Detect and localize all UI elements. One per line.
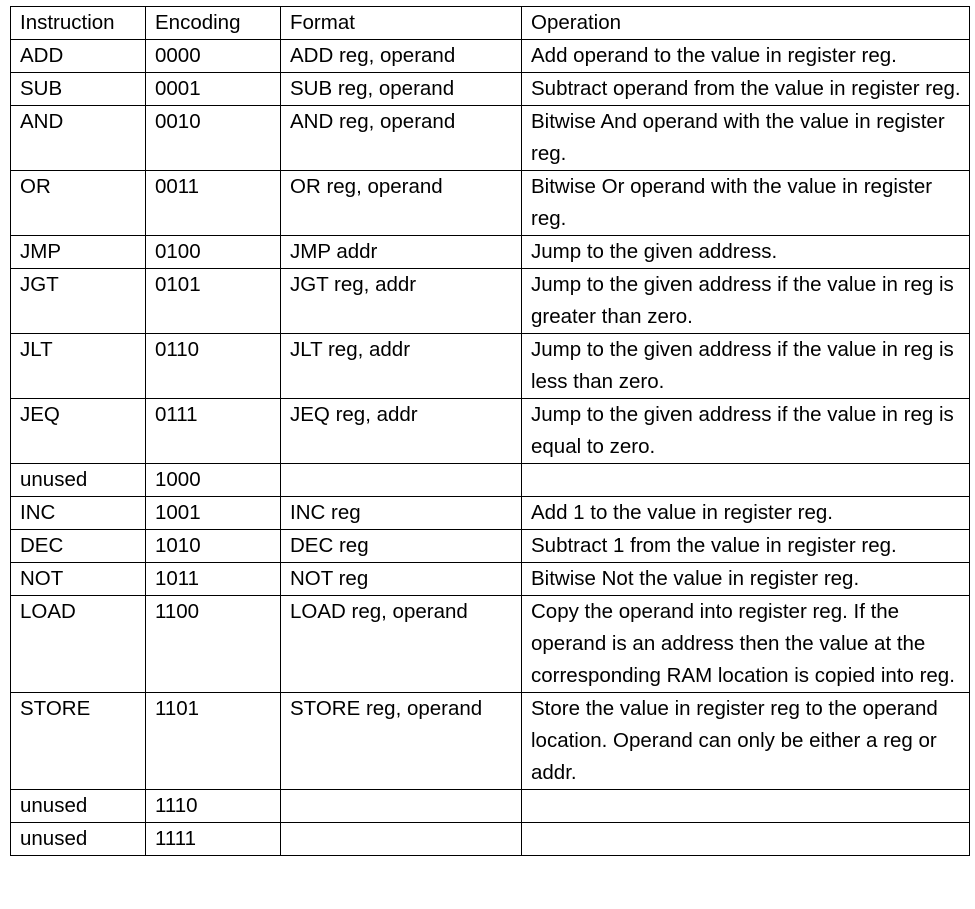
cell-operation: Jump to the given address if the value in reg is greater than zero.	[522, 269, 970, 334]
cell-format: AND reg, operand	[281, 106, 522, 171]
cell-encoding: 0000	[146, 40, 281, 73]
cell-encoding: 1001	[146, 497, 281, 530]
cell-format: LOAD reg, operand	[281, 596, 522, 693]
cell-format: NOT reg	[281, 563, 522, 596]
cell-instruction: JLT	[11, 334, 146, 399]
cell-format: ADD reg, operand	[281, 40, 522, 73]
cell-format: SUB reg, operand	[281, 73, 522, 106]
table-row	[11, 269, 970, 334]
header-encoding: Encoding	[146, 7, 281, 40]
cell-operation	[522, 790, 970, 823]
cell-operation: Store the value in register reg to the operand location. Operand can only be either a reg or addr.	[522, 693, 970, 790]
cell-encoding: 1100	[146, 596, 281, 693]
cell-instruction: ADD	[11, 40, 146, 73]
cell-format: JGT reg, addr	[281, 269, 522, 334]
table-body	[11, 40, 970, 856]
table-row	[11, 563, 970, 596]
table-row	[11, 497, 970, 530]
cell-operation: Jump to the given address if the value in reg is less than zero.	[522, 334, 970, 399]
header-instruction: Instruction	[11, 7, 146, 40]
table-header-row	[11, 7, 970, 40]
cell-instruction: DEC	[11, 530, 146, 563]
cell-encoding: 0110	[146, 334, 281, 399]
cell-instruction: JEQ	[11, 399, 146, 464]
cell-operation: Bitwise Or operand with the value in register reg.	[522, 171, 970, 236]
cell-encoding: 1000	[146, 464, 281, 497]
cell-instruction: JMP	[11, 236, 146, 269]
cell-encoding: 1011	[146, 563, 281, 596]
header-format: Format	[281, 7, 522, 40]
table-row	[11, 530, 970, 563]
cell-instruction: STORE	[11, 693, 146, 790]
cell-encoding: 1110	[146, 790, 281, 823]
cell-instruction: LOAD	[11, 596, 146, 693]
cell-encoding: 1010	[146, 530, 281, 563]
cell-operation: Add 1 to the value in register reg.	[522, 497, 970, 530]
table-row	[11, 106, 970, 171]
cell-encoding: 0111	[146, 399, 281, 464]
cell-instruction: unused	[11, 823, 146, 856]
cell-instruction: AND	[11, 106, 146, 171]
cell-operation: Copy the operand into register reg. If the operand is an address then the value at the corresponding RAM location is copied into reg.	[522, 596, 970, 693]
cell-format: JMP addr	[281, 236, 522, 269]
table-row	[11, 334, 970, 399]
cell-encoding: 0011	[146, 171, 281, 236]
cell-format: STORE reg, operand	[281, 693, 522, 790]
cell-instruction: INC	[11, 497, 146, 530]
table-row	[11, 823, 970, 856]
cell-format: INC reg	[281, 497, 522, 530]
cell-format	[281, 823, 522, 856]
cell-format	[281, 790, 522, 823]
cell-operation: Bitwise Not the value in register reg.	[522, 563, 970, 596]
header-operation: Operation	[522, 7, 970, 40]
cell-encoding: 0101	[146, 269, 281, 334]
cell-format: JLT reg, addr	[281, 334, 522, 399]
table-row	[11, 790, 970, 823]
cell-encoding: 0010	[146, 106, 281, 171]
cell-operation: Add operand to the value in register reg.	[522, 40, 970, 73]
cell-encoding: 1101	[146, 693, 281, 790]
cell-operation: Jump to the given address.	[522, 236, 970, 269]
cell-encoding: 0001	[146, 73, 281, 106]
cell-instruction: SUB	[11, 73, 146, 106]
cell-instruction: unused	[11, 464, 146, 497]
cell-instruction: OR	[11, 171, 146, 236]
table-row	[11, 399, 970, 464]
table-row	[11, 464, 970, 497]
cell-operation	[522, 823, 970, 856]
table-row	[11, 40, 970, 73]
cell-encoding: 1111	[146, 823, 281, 856]
cell-operation: Subtract 1 from the value in register reg.	[522, 530, 970, 563]
table-row	[11, 596, 970, 693]
table-row	[11, 693, 970, 790]
cell-instruction: NOT	[11, 563, 146, 596]
cell-format	[281, 464, 522, 497]
cell-operation	[522, 464, 970, 497]
cell-operation: Jump to the given address if the value in reg is equal to zero.	[522, 399, 970, 464]
cell-format: DEC reg	[281, 530, 522, 563]
cell-format: OR reg, operand	[281, 171, 522, 236]
table-row	[11, 73, 970, 106]
cell-encoding: 0100	[146, 236, 281, 269]
cell-operation: Subtract operand from the value in register reg.	[522, 73, 970, 106]
cell-instruction: unused	[11, 790, 146, 823]
table-row	[11, 236, 970, 269]
cell-format: JEQ reg, addr	[281, 399, 522, 464]
cell-operation: Bitwise And operand with the value in register reg.	[522, 106, 970, 171]
instruction-table	[10, 6, 970, 856]
table-row	[11, 171, 970, 236]
cell-instruction: JGT	[11, 269, 146, 334]
